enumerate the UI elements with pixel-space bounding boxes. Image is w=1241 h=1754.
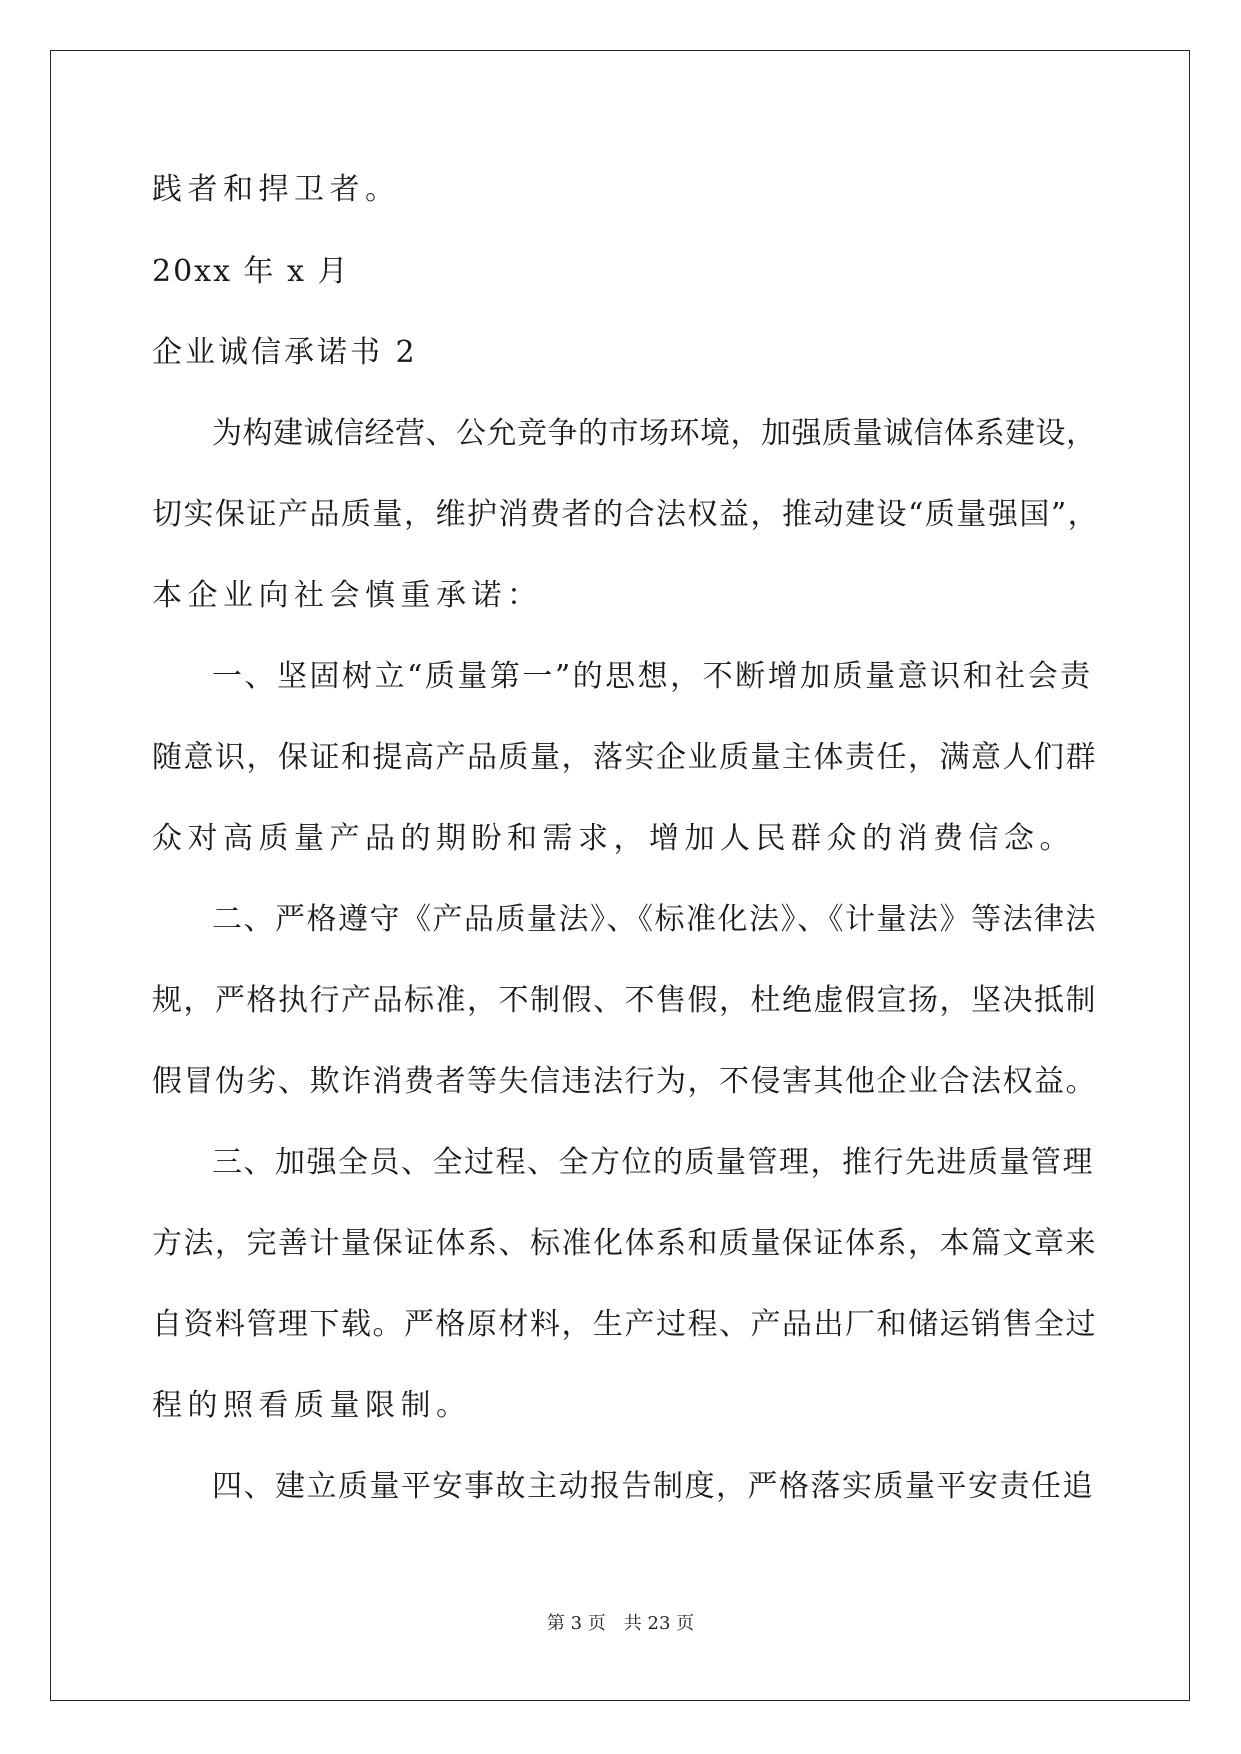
paragraph-line: 假冒伪劣、欺诈消费者等失信违法行为，不侵害其他企业合法权益。 (152, 1064, 1097, 1099)
paragraph-line: 三、加强全员、全过程、全方位的质量管理，推行先进质量管理 (212, 1145, 1094, 1180)
page-frame (50, 50, 1190, 1701)
page-footer (0, 1612, 1241, 1636)
date-line: 20xx 年 x 月 (152, 254, 350, 289)
paragraph-line: 众对高质量产品的期盼和需求，增加人民群众的消费信念。 (152, 821, 1075, 856)
paragraph-line: 方法，完善计量保证体系、标准化体系和质量保证体系，本篇文章来 (152, 1226, 1097, 1261)
paragraph-line: 本企业向社会慎重承诺： (152, 578, 543, 613)
paragraph-line: 四、建立质量平安事故主动报告制度，严格落实质量平安责任追 (212, 1469, 1094, 1504)
section-title: 企业诚信承诺书 2 (152, 335, 418, 370)
paragraph-line: 随意识，保证和提高产品质量，落实企业质量主体责任，满意人们群 (152, 740, 1097, 775)
paragraph-line: 程的照看质量限制。 (152, 1388, 472, 1423)
paragraph-line: 二、严格遵守《产品质量法》、《标准化法》、《计量法》等法律法 (212, 902, 1097, 937)
page-number: 第 3 页 (546, 1613, 606, 1634)
paragraph-line: 一、坚固树立“质量第一”的思想，不断增加质量意识和社会责 (212, 659, 1093, 694)
paragraph-line: 为构建诚信经营、公允竞争的市场环境，加强质量诚信体系建设， (212, 416, 1097, 451)
page-total: 共 23 页 (623, 1613, 695, 1634)
paragraph-line: 自资料管理下载。严格原材料，生产过程、产品出厂和储运销售全过 (152, 1307, 1097, 1342)
paragraph-line: 切实保证产品质量，维护消费者的合法权益，推动建设“质量强国”， (152, 497, 1100, 532)
text-line: 践者和捍卫者。 (152, 172, 401, 207)
paragraph-line: 规，严格执行产品标准，不制假、不售假，杜绝虚假宣扬，坚决抵制 (152, 983, 1097, 1018)
